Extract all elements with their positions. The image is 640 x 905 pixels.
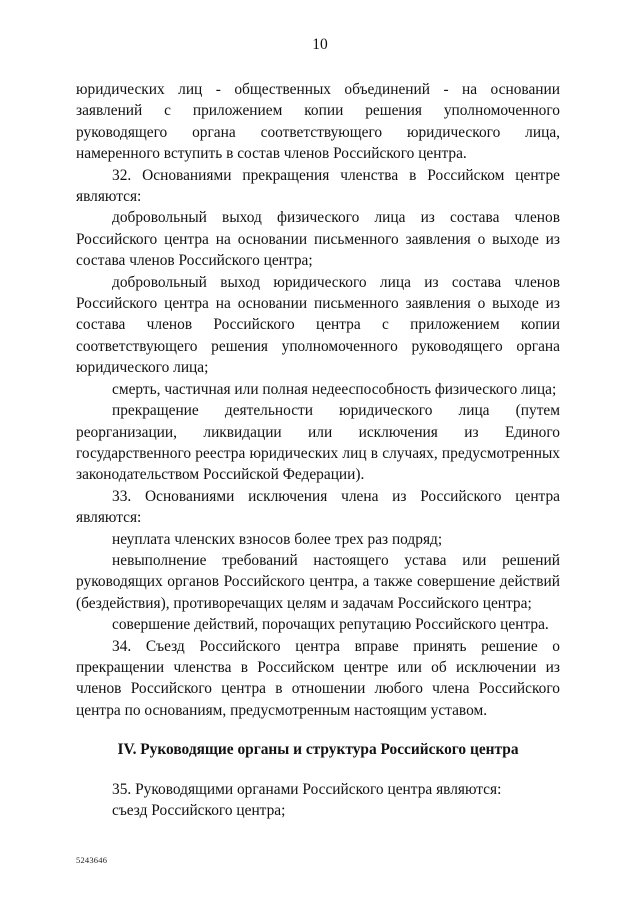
paragraph-clause-32-item-2: добровольный выход юридического лица из состава членов Российского центра на основании письменного заявления о выходе из состава членов Российского центра с приложением копии соответствующего решения уполномоченного руководящего органа юридического лица; xyxy=(76,273,560,377)
paragraph-continuation: юридических лиц - общественных объединений - на основании заявлений с приложением копии решения уполномоченного руководящего органа соответствующего юридического лица, намеренного вступить в состав членов Российского центра. xyxy=(76,81,560,163)
page-number: 10 xyxy=(312,36,328,53)
paragraph-clause-32-item-4: прекращение деятельности юридического лица (путем реорганизации, ликвидации или исключения из Единого государственного реестра юридических лиц в случаях, предусмотренных законодательством Российской Федерации). xyxy=(76,402,560,484)
paragraph-clause-33: 33. Основаниями исключения члена из Российского центра являются: xyxy=(76,487,560,527)
paragraph-clause-33-item-2: невыполнение требований настоящего устава или решений руководящих органов Российского центра, а также совершение действий (бездействия), противоречащих целям и задачам Российского центра; xyxy=(76,551,560,612)
paragraph-clause-34: 34. Съезд Российского центра вправе принять решение о прекращении членства в Российском центре или об исключении из членов Российского центра в отношении любого члена Российского центра по основаниям, предусмотренным настоящим уставом. xyxy=(76,637,560,719)
document-body xyxy=(76,79,560,821)
paragraph-clause-35: 35. Руководящими органами Российского центра являются: xyxy=(112,780,502,798)
document-code: 5243646 xyxy=(76,855,108,865)
section-heading: IV. Руководящие органы и структура Российского центра xyxy=(117,741,519,759)
paragraph-clause-35-item-1: съезд Российского центра; xyxy=(112,802,286,819)
paragraph-clause-32: 32. Основаниями прекращения членства в Российском центре являются: xyxy=(76,166,560,206)
paragraph-clause-32-item-3: смерть, частичная или полная недееспособность физического лица; xyxy=(112,380,557,398)
paragraph-clause-33-item-3: совершение действий, порочащих репутацию Российского центра. xyxy=(112,616,549,634)
paragraph-clause-33-item-1: неуплата членских взносов более трех раз подряд; xyxy=(112,530,443,548)
paragraph-clause-32-item-1: добровольный выход физического лица из состава членов Российского центра на основании письменного заявления о выходе из состава членов Российского центра; xyxy=(76,209,560,270)
